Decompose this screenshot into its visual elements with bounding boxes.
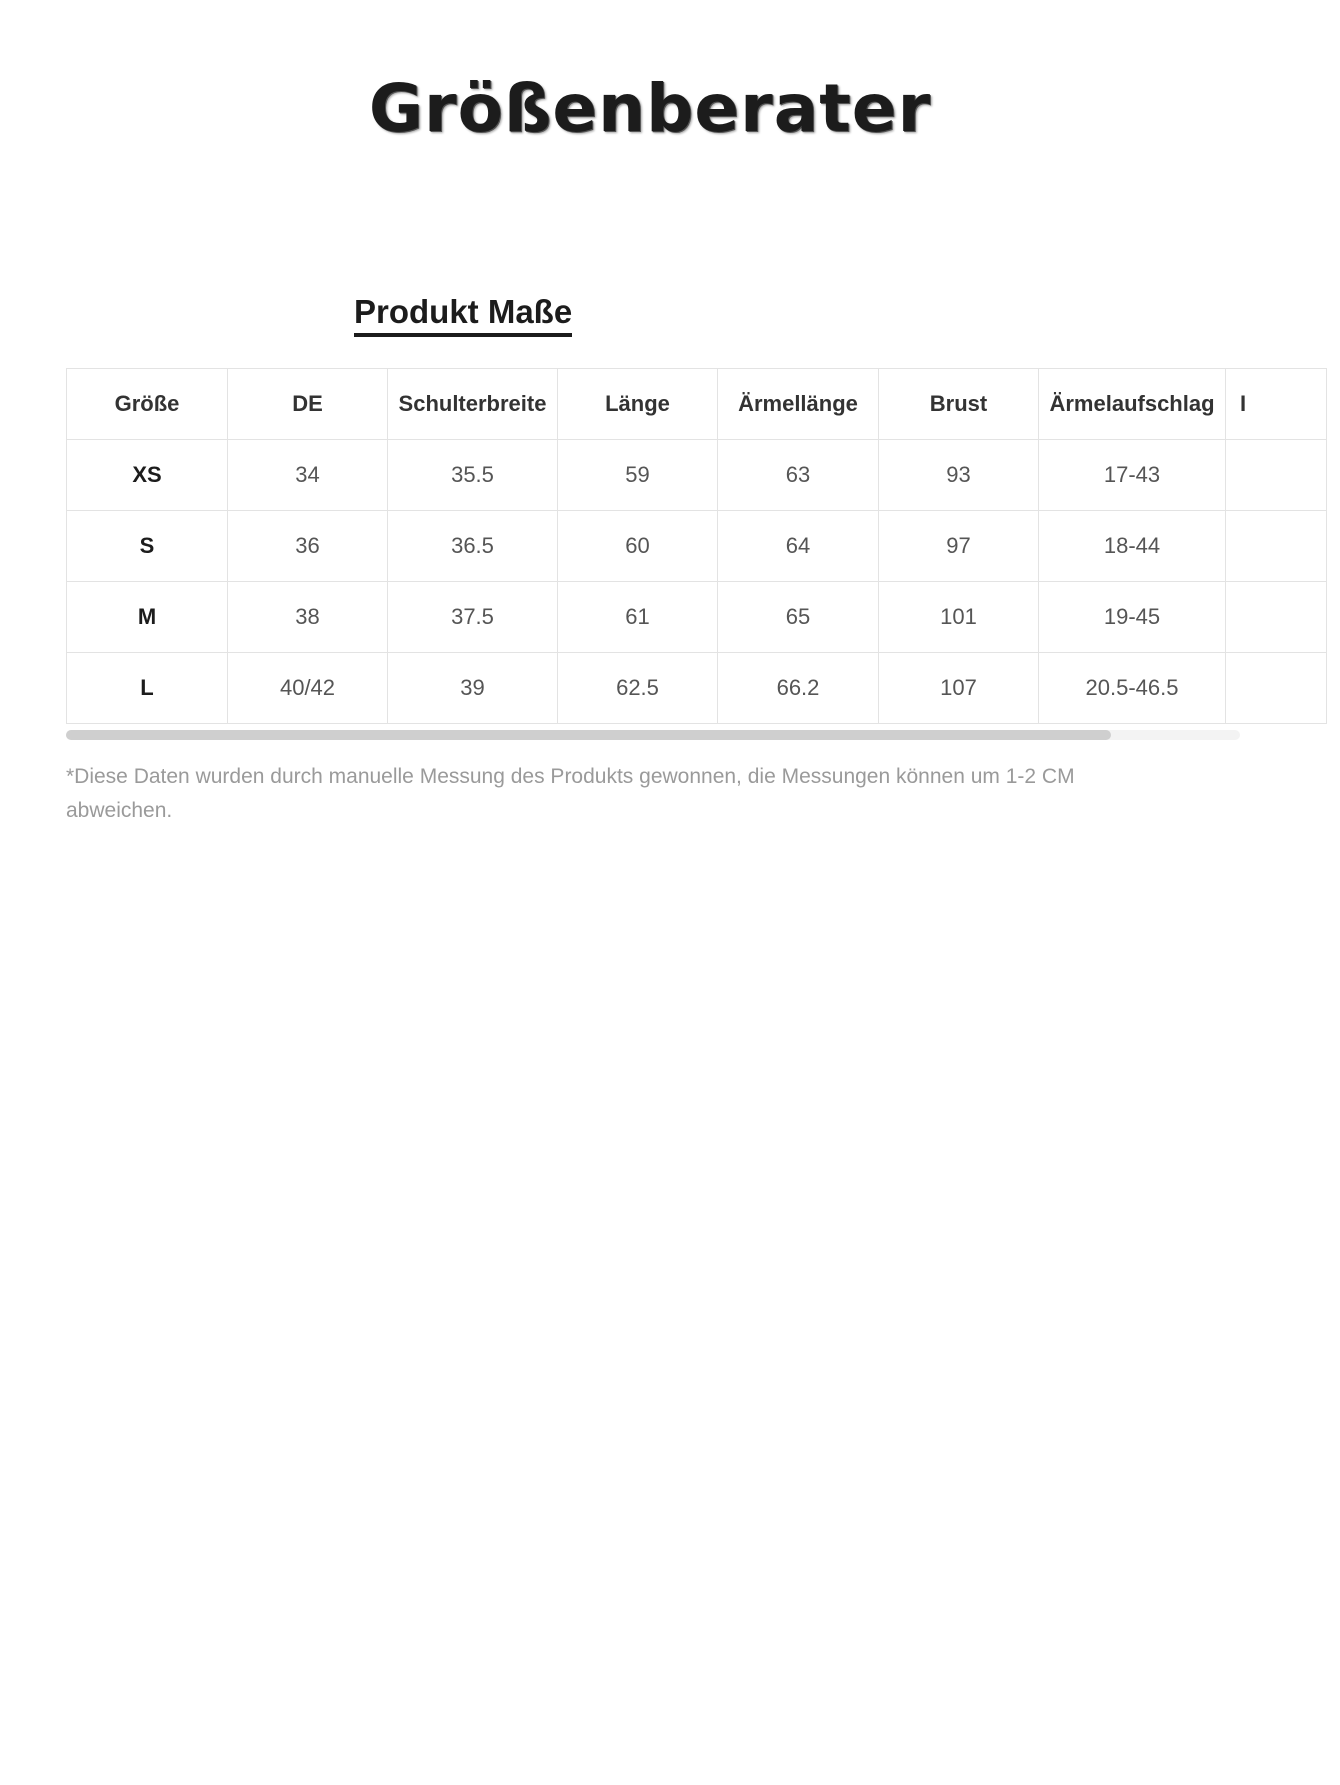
scrollbar-thumb[interactable] xyxy=(66,730,1111,740)
table-cell: 18-44 xyxy=(1039,511,1226,582)
table-cell: 65 xyxy=(718,582,879,653)
header-de: DE xyxy=(228,369,388,440)
section-title: Produkt Maße xyxy=(354,293,572,337)
table-cell: 59 xyxy=(558,440,718,511)
header-chest: Brust xyxy=(879,369,1039,440)
header-cuff: Ärmelaufschlag xyxy=(1039,369,1226,440)
table-row xyxy=(67,653,1327,724)
table-cell: 37.5 xyxy=(388,582,558,653)
table-cell xyxy=(1226,511,1327,582)
table-cell: 66.2 xyxy=(718,653,879,724)
table-cell: 19-45 xyxy=(1039,582,1226,653)
table-cell: 64 xyxy=(718,511,879,582)
table-row xyxy=(67,440,1327,511)
page-title: Größenberater xyxy=(368,70,932,147)
table-cell: 36 xyxy=(228,511,388,582)
header-length: Länge xyxy=(558,369,718,440)
header-sleeve-length: Ärmellänge xyxy=(718,369,879,440)
table-row xyxy=(67,511,1327,582)
table-row xyxy=(67,582,1327,653)
header-size: Größe xyxy=(67,369,228,440)
table-header-row xyxy=(67,369,1327,440)
table-cell xyxy=(1226,440,1327,511)
table-cell: 35.5 xyxy=(388,440,558,511)
table-cell: 61 xyxy=(558,582,718,653)
table-cell: 34 xyxy=(228,440,388,511)
table-cell: L xyxy=(67,653,228,724)
table-cell: 97 xyxy=(879,511,1039,582)
table-cell: 38 xyxy=(228,582,388,653)
table-cell: 39 xyxy=(388,653,558,724)
table-cell: 62.5 xyxy=(558,653,718,724)
header-partial: I xyxy=(1226,369,1327,440)
table-cell: 36.5 xyxy=(388,511,558,582)
table-cell: 17-43 xyxy=(1039,440,1226,511)
measurement-footnote: *Diese Daten wurden durch manuelle Messung des Produkts gewonnen, die Messungen können um 1-2 CM abweichen. xyxy=(66,765,1075,822)
table-cell: XS xyxy=(67,440,228,511)
horizontal-scrollbar[interactable] xyxy=(66,730,1240,740)
size-table xyxy=(66,368,1327,724)
table-cell: 101 xyxy=(879,582,1039,653)
table-cell: 40/42 xyxy=(228,653,388,724)
table-cell: M xyxy=(67,582,228,653)
table-cell: S xyxy=(67,511,228,582)
table-cell: 107 xyxy=(879,653,1039,724)
header-shoulder-width: Schulterbreite xyxy=(388,369,558,440)
table-cell xyxy=(1226,653,1327,724)
table-cell: 63 xyxy=(718,440,879,511)
size-table-scroll-container[interactable] xyxy=(66,368,1247,724)
table-cell: 93 xyxy=(879,440,1039,511)
table-cell: 60 xyxy=(558,511,718,582)
table-cell xyxy=(1226,582,1327,653)
table-cell: 20.5-46.5 xyxy=(1039,653,1226,724)
